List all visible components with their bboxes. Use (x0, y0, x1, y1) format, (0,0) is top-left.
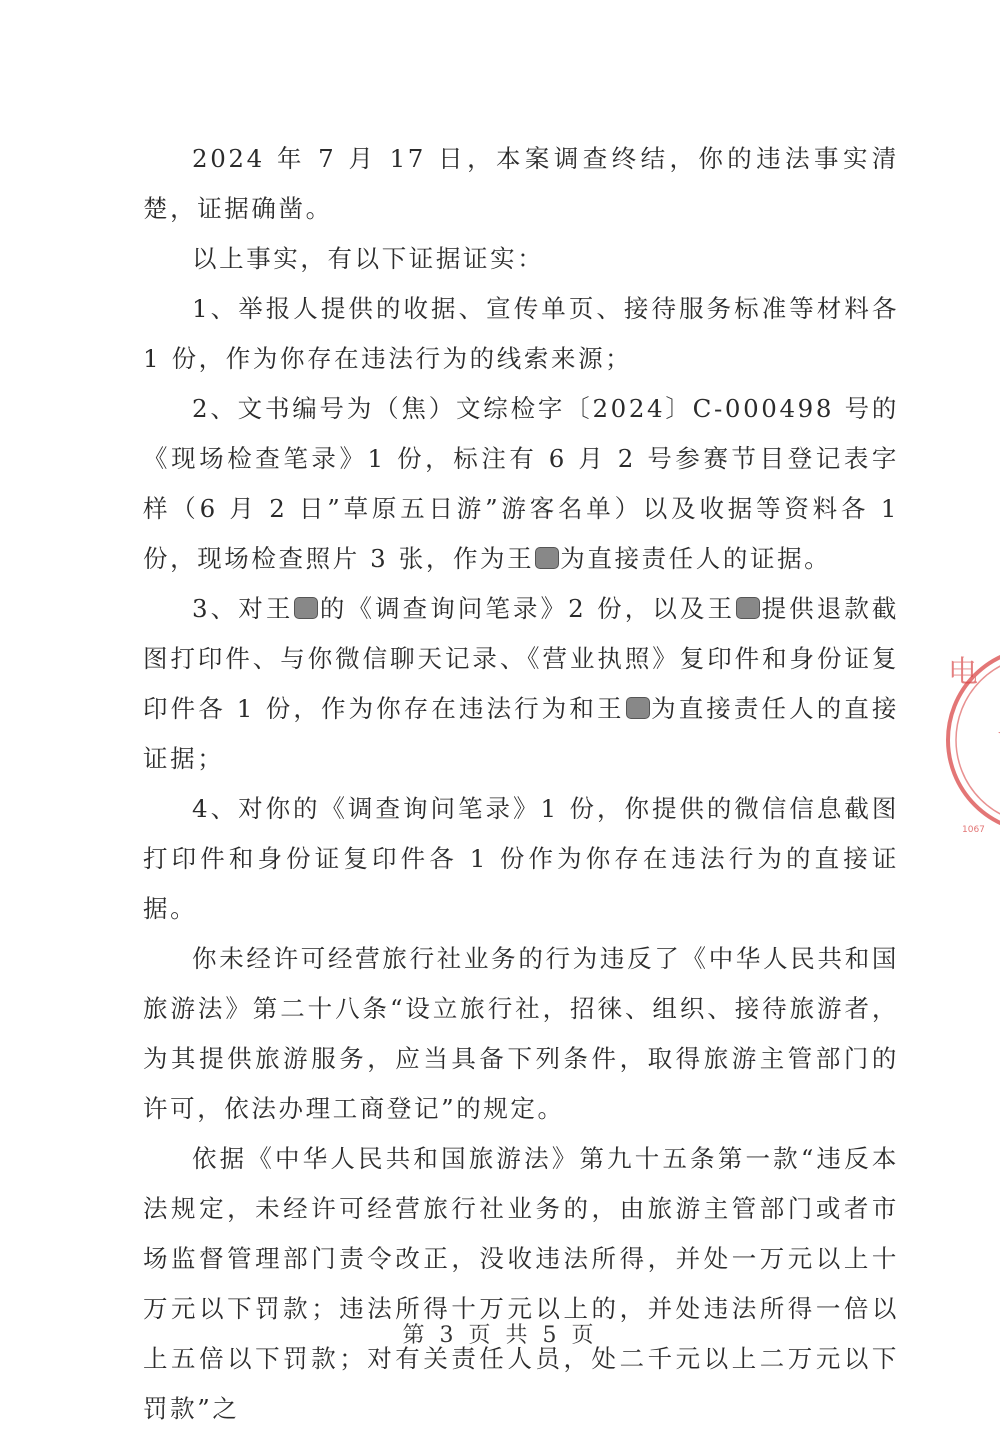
redaction-mark (535, 547, 559, 569)
paragraph-evidence-1: 1、举报人提供的收据、宣传单页、接待服务标准等材料各 1 份，作为你存在违法行为的线索来源； (143, 294, 899, 373)
paragraph-legal-basis: 依据《中华人民共和国旅游法》第九十五条第一款“违反本法规定，未经许可经营旅行社业务的，由旅游主管部门或者市场监督管理部门责令改正，没收违法所得，并处一万元以上十万元以下罚款；违法所得十万元以上的，并处违法所得一倍以上五倍以下罚款；对有关责任人员，处二千元以上二万元以下罚款”之 (143, 1144, 899, 1423)
paragraph-investigation-concluded: 2024 年 7 月 17 日，本案调查终结，你的违法事实清楚，证据确凿。 (143, 144, 899, 223)
paragraph-violation: 你未经许可经营旅行社业务的行为违反了《中华人民共和国旅游法》第二十八条“设立旅行社，招徕、组织、接待旅游者，为其提供旅游服务，应当具备下列条件，取得旅游主管部门的许可，依法办理工商登记”的规定。 (143, 944, 899, 1123)
redaction-mark (736, 597, 760, 619)
paragraph-evidence-4: 4、对你的《调查询问笔录》1 份，你提供的微信信息截图打印件和身份证复印件各 1 份作为你存在违法行为的直接证据。 (143, 794, 899, 923)
official-seal (940, 640, 1000, 850)
paragraph-evidence-intro: 以上事实，有以下证据证实： (192, 244, 545, 273)
svg-text:电: 电 (948, 655, 978, 690)
page-number-footer: 第 3 页 共 5 页 (402, 1323, 598, 1348)
seal-stamp-icon (940, 640, 1000, 850)
paragraph-evidence-2: 2、文书编号为（焦）文综检字〔2024〕C-000498 号的《现场检查笔录》1 份，标注有 6 月 2 号参赛节目登记表字样（6 月 2 日”草原五日游”游客名单）以及收据等资料各 1 份，现场检查照片 3 张，作为王 为直接责任人的证据。 (143, 394, 899, 573)
redaction-mark (294, 597, 318, 619)
document-body (143, 134, 899, 1434)
redaction-mark (626, 697, 650, 719)
svg-text:1067: 1067 (962, 825, 985, 835)
paragraph-evidence-3: 3、对王 的《调查询问笔录》2 份，以及王 提供退款截图打印件、与你微信聊天记录、《营业执照》复印件和身份证复印件各 1 份，作为你存在违法行为和王 为直接责任人的直接证据； (143, 594, 900, 773)
